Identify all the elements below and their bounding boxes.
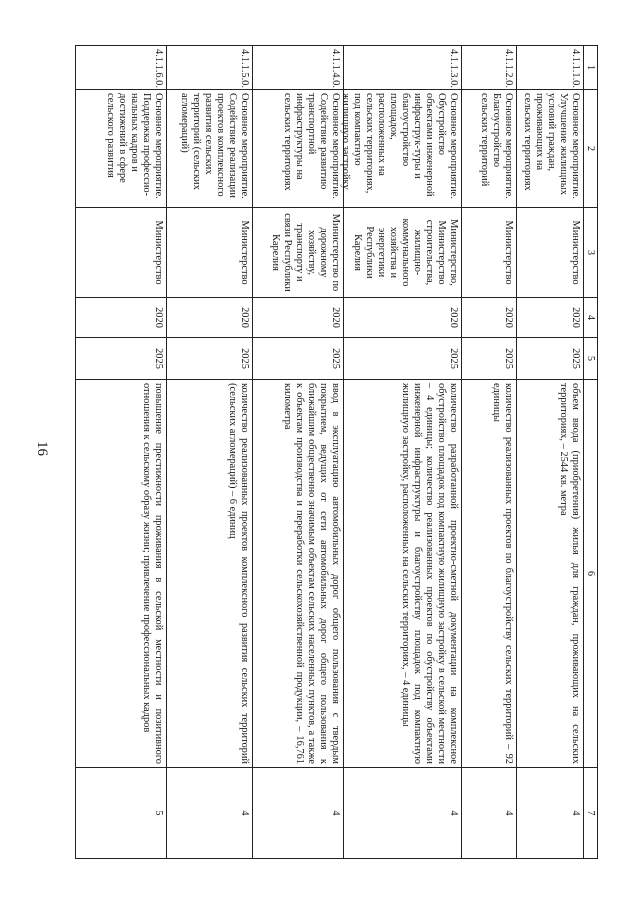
row-1-ministry: Министерство [516, 208, 583, 298]
header-col-6: 6 [583, 380, 597, 768]
header-col-1: 1 [583, 46, 597, 90]
row-2-col7: 4 [461, 768, 516, 858]
row-5-col7: 4 [166, 768, 252, 858]
row-4-start-year: 2020 [252, 298, 343, 338]
row-4-number: 4.1.1.4.0. [252, 46, 343, 90]
header-col-7: 7 [583, 768, 597, 858]
row-6-ministry: Министерство [76, 208, 166, 298]
header-col-5: 5 [583, 338, 597, 380]
row-2-number: 4.1.1.2.0. [461, 46, 516, 90]
row-4-ministry: Министерство по дорожному хозяйству, транспорту и связи Республики Карелия [252, 208, 343, 298]
row-5-end-year: 2025 [166, 338, 252, 380]
row-2-result: количество реализованных проектов по благоустройству сельских территорий – 92 единицы [461, 380, 516, 768]
row-6-result: повышение престижности проживания в сельской местности и позитивного отношения к сельскому образу жизни; привлечение профессиональных кадров [76, 380, 166, 768]
row-3-start-year: 2020 [343, 298, 461, 338]
row-3-result: количество разработанной проектно-сметной документации на комплексное обустройство площадок под компактную жилищную застройку в сельской местности – 4 единицы; количество реализованных проектов по обустройству объектами инженерной инфраструктуры и благоустройству площадок под компактную жилищную застройку, расположенных на сельских территориях, – 4 единицы [343, 380, 461, 768]
row-5-number: 4.1.1.5.0. [166, 46, 252, 90]
row-4-col7: 4 [252, 768, 343, 858]
row-3-number: 4.1.1.3.0. [343, 46, 461, 90]
row-5-name: Основное мероприятие. Содействие реализации проектов комплексного развития сельских территорий (сельских агломераций) [166, 90, 252, 208]
row-4-name: Основное мероприятие. Содействие развитию транспортной инфраструктуры на сельских территориях [252, 90, 343, 208]
row-3-col7: 4 [343, 768, 461, 858]
row-1-start-year: 2020 [516, 298, 583, 338]
row-5-start-year: 2020 [166, 298, 252, 338]
row-6-name: Основное мероприятие. Поддержка профессио-нальных кадров и достижений в сфере сельского развития [76, 90, 166, 208]
row-6-start-year: 2020 [76, 298, 166, 338]
row-6-col7: 5 [153, 810, 164, 816]
header-col-2: 2 [583, 90, 597, 208]
row-3-end-year: 2025 [343, 338, 461, 380]
row-3-name: Основное мероприятие. Обустройство объектами инженерной инфраструк-туры и благоустройство площадок, расположенных на сельских территориях, под компактную жилищную застройку [343, 90, 461, 208]
header-col-3: 3 [583, 208, 597, 298]
row-2-name: Основное мероприятие. Благоустройство сельских территорий [461, 90, 516, 208]
row-1-name: Основное мероприятие. Улучшение жилищных условий граждан, проживающих на сельских территориях [516, 90, 583, 208]
measures-table [75, 45, 598, 859]
row-2-end-year: 2025 [461, 338, 516, 380]
row-3-ministry: Министерство, Министерство строительства, жилищно-коммунального хозяйства и энергетики Республики Карелия [343, 208, 461, 298]
row-4-result: ввод в эксплуатацию автомобильных дорог общего пользования с твердым покрытием, ведущих от сети автомобильных дорог общего пользования к ближайшим общественно значимым объектам сельских населенных пунктов, а также к объектам производства и переработки сельскохозяйственной продукции, – 16,761 километра [252, 380, 343, 768]
header-col-4: 4 [583, 298, 597, 338]
row-2-ministry: Министерство [461, 208, 516, 298]
row-6-end-year: 2025 [76, 338, 166, 380]
row-2-start-year: 2020 [461, 298, 516, 338]
row-1-col7: 4 [516, 768, 583, 858]
row-4-end-year: 2025 [252, 338, 343, 380]
row-5-result: количество реализованных проектов комплексного развития сельских территорий (сельских агломераций) – 6 единиц [166, 380, 252, 768]
row-5-ministry: Министерство [166, 208, 252, 298]
row-1-result: объем ввода (приобретения) жилья для граждан, проживающих на сельских территориях, – 2544 кв. метра [516, 380, 583, 768]
row-6-number: 4.1.1.6.0. [76, 46, 166, 90]
measures-table-grid [76, 46, 597, 858]
row-1-end-year: 2025 [516, 338, 583, 380]
page-number: 16 [34, 441, 50, 456]
row-1-number: 4.1.1.1.0. [516, 46, 583, 90]
